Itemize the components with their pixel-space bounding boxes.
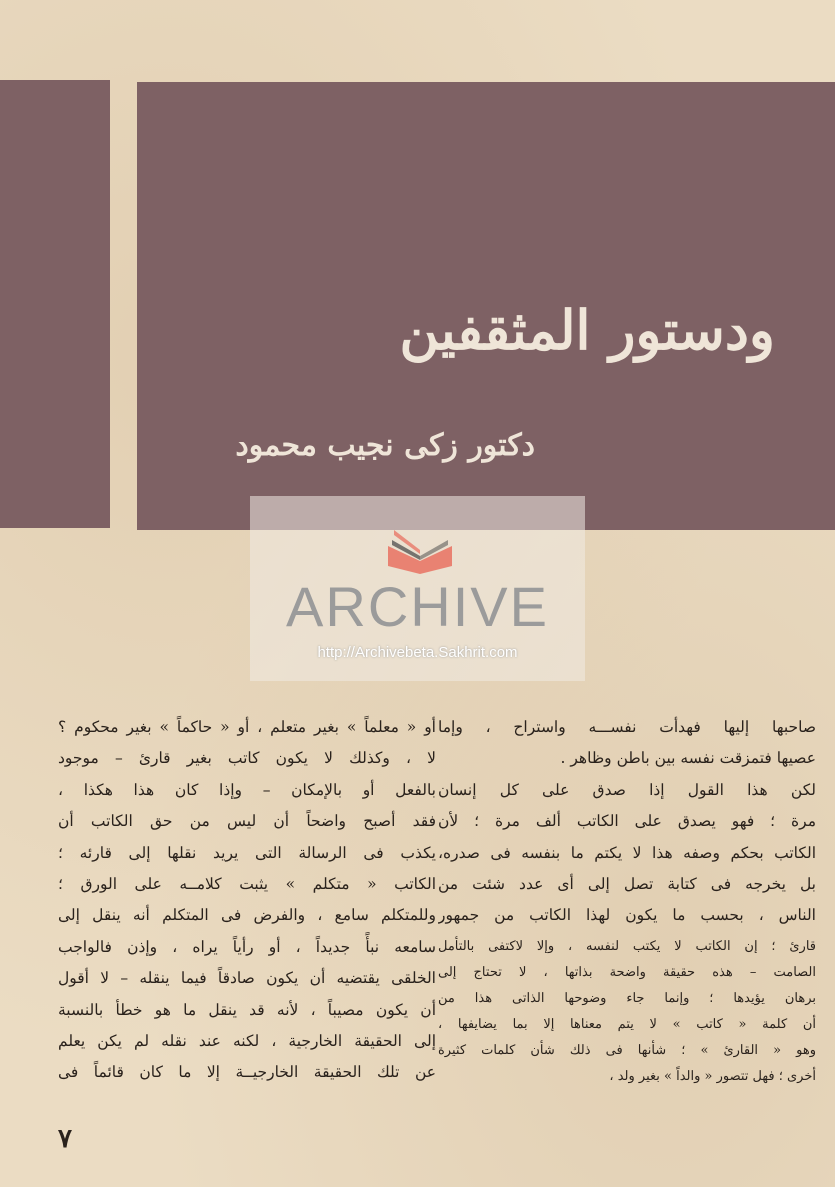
text-line: فقد أصبح واضحاً أن ليس من حق الكاتب أن [58, 812, 436, 831]
text-line: وهو « القارئ » ؛ شأنها فى ذلك شأن كلمات كثيرة [438, 1042, 816, 1058]
text-line: برهان يؤيدها ؛ وإنما جاء وضوحها الذاتى هذا من [438, 990, 816, 1006]
text-line: أو « معلماً » بغير متعلم ، أو « حاكماً » بغير محكوم ؟ [58, 718, 436, 736]
text-line: عن تلك الحقيقة الخارجيــة إلا ما كان قائماً فى [58, 1063, 436, 1082]
text-column-left [58, 712, 436, 1089]
text-column-right [438, 712, 816, 1090]
article-author: دكتور زكى نجيب محمود [235, 428, 535, 463]
text-line: الصامت – هذه حقيقة واضحة بذاتها ، لا تحتاج إلى [438, 964, 816, 980]
text-line: الناس ، بحسب ما يكون لهذا الكاتب من جمهور [438, 906, 816, 925]
text-line: إلى الحقيقة الخارجية ، لكنه عند نقله لم يكن يعلم [58, 1032, 436, 1051]
text-line: الكاتب « متكلم » يثبت كلامــه على الورق ؛ [58, 875, 436, 894]
text-line: مرة ؛ فهو يصدق على الكاتب ألف مرة ؛ لأن [438, 812, 816, 831]
watermark-url: http://Archivebeta.Sakhrit.com [317, 644, 518, 661]
archive-watermark [250, 496, 585, 681]
text-line: وللمتكلم سامع ، والفرض فى المتكلم أنه ينقل إلى [58, 906, 436, 925]
text-line: أن يكون مصيباً ، لأنه قد ينقل ما هو خطأ بالنسبة [58, 1000, 436, 1019]
text-line: سامعه نبأً جديداً ، أو رأياً يراه ، وإذن فالواجب [58, 937, 436, 956]
text-line: الخلقى يقتضيه أن يكون صادقاً فيما ينقله – لا أقول [58, 969, 436, 988]
text-line: بل يخرجه فى كتابة تصل إلى أى عدد شئت من [438, 875, 816, 894]
text-line: بالفعل أو بالإمكان – وإذا كان هذا هكذا ، [58, 780, 436, 799]
small-text-block [438, 934, 816, 1090]
header-band-left [0, 80, 110, 528]
watermark-word: ARCHIVE [286, 575, 549, 638]
book-logo-icon [380, 516, 460, 576]
page-number: ٧ [58, 1124, 72, 1154]
text-line: أخرى ؛ فهل تتصور « والداً » بغير ولد ، [609, 1068, 816, 1084]
text-line: لا ، وكذلك لا يكون كاتب بغير قارئ – موجود [58, 749, 436, 768]
text-line: أن كلمة « كاتب » لا يتم معناها إلا بما يضايفها ، [438, 1016, 816, 1032]
text-line: صاحبها إليها فهدأت نفســـه واستراح ، وإما [438, 718, 816, 736]
text-line: الكاتب بحكم وصفه هذا لا يكتم ما بنفسه فى صدره، [438, 843, 816, 862]
article-title: ودستور المثقفين [399, 298, 775, 362]
text-line: لكن هذا القول إذا صدق على كل إنسان [438, 780, 816, 799]
text-line: قارئ ؛ إن الكاتب لا يكتب لنفسه ، وإلا لاكتفى بالتأمل [438, 938, 816, 954]
text-line: عصيها فتمزقت نفسه بين باطن وظاهر . [560, 749, 816, 768]
text-line: يكذب فى الرسالة التى يريد نقلها إلى قارئه ؛ [58, 843, 436, 862]
